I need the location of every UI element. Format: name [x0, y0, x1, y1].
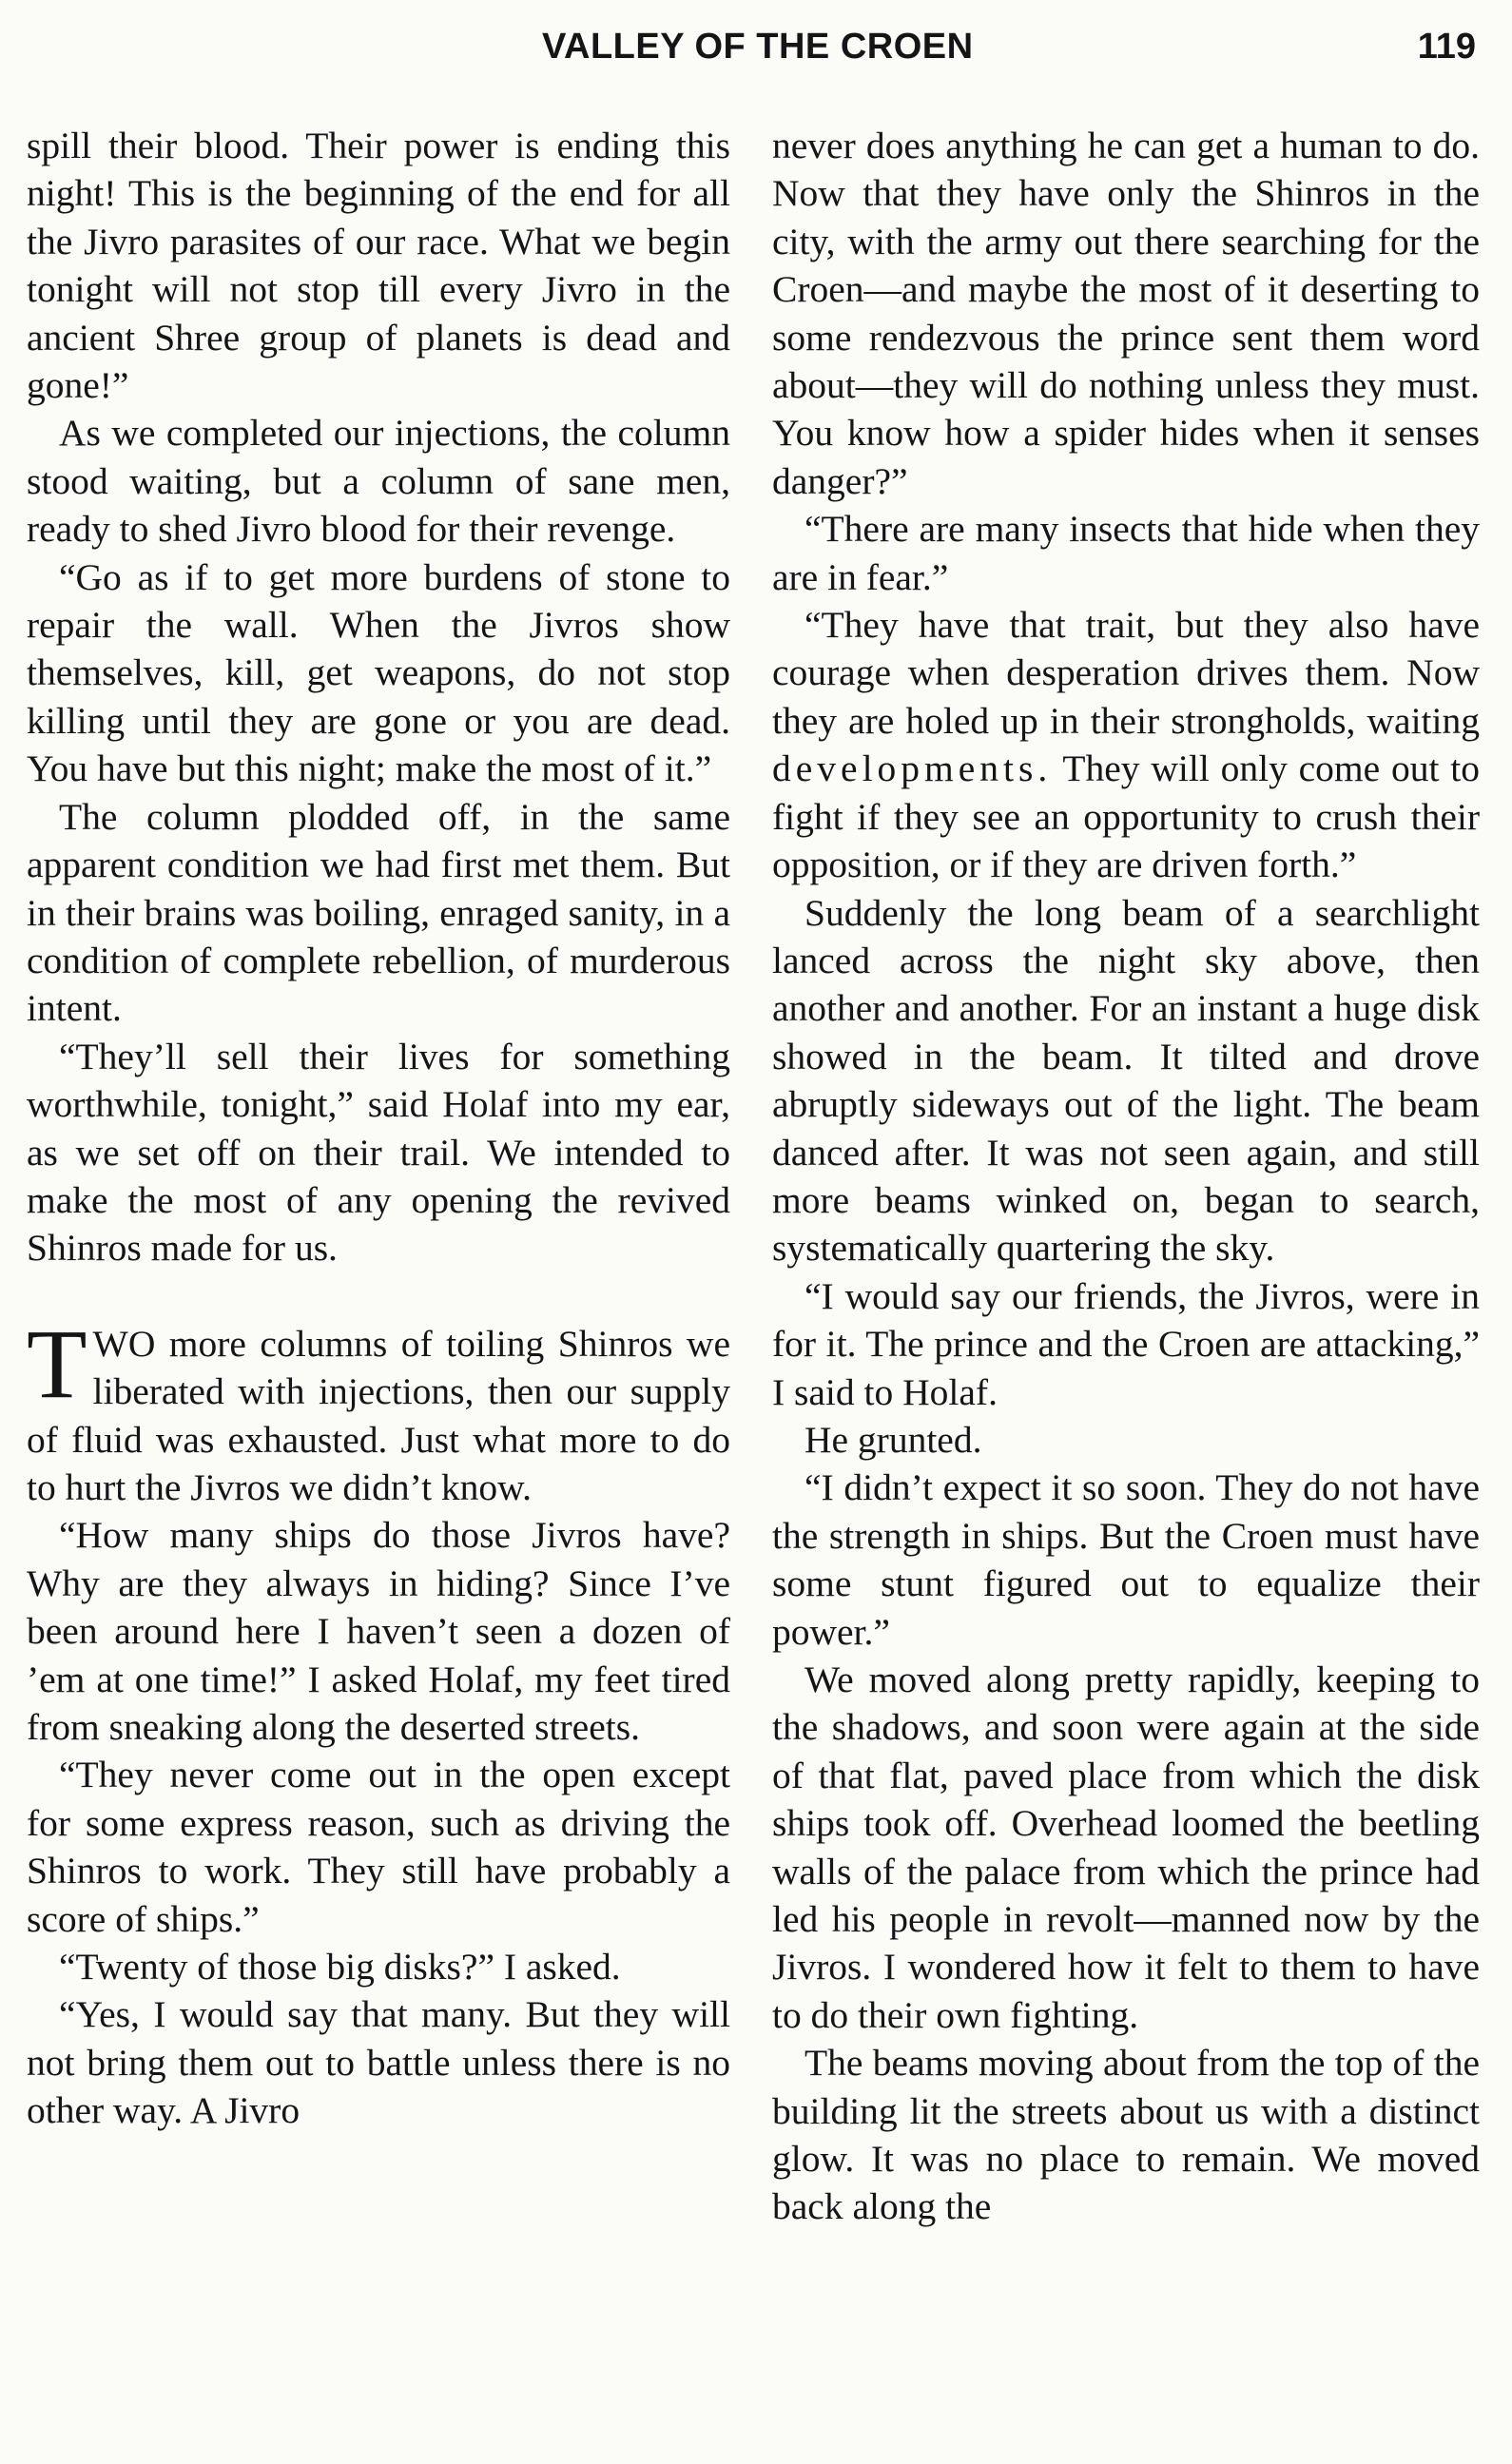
paragraph: Suddenly the long beam of a searchlight lanced across the night sky above, then another and another. For an instant a huge disk showed in the beam. It tilted and drove abruptly sideways out of the light. The beam danced after. It was not seen again, and still more beams winked on, began to search, systematically quartering the sky.	[772, 891, 1480, 1270]
paragraph: “There are many insects that hide when they are in fear.”	[772, 508, 1480, 598]
paragraph: As we completed our injections, the column stood waiting, but a column of sane men, ready to shed Jivro blood for their revenge.	[27, 412, 730, 551]
paragraph: The beams moving about from the top of the building lit the streets about us with a distinct glow. It was no place to remain. We moved back along the	[772, 2042, 1480, 2228]
paragraph: spill their blood. Their power is ending this night! This is the beginning of the end for all the Jivro parasites of our race. What we begin tonight will not stop till every Jivro in the ancient Shree group of planets is dead and gone!”	[27, 125, 730, 407]
drop-cap: T	[27, 1309, 87, 1419]
paragraph: “Twenty of those big disks?” I asked.	[59, 1946, 621, 1989]
paragraph: “How many ships do those Jivros have? Why are they always in hiding? Since I’ve been around here I haven’t seen a dozen of ’em at one time!” I asked Holaf, my feet tired from sneaking along the deserted streets.	[27, 1514, 730, 1748]
paragraph: “I didn’t expect it so soon. They do not have the strength in ships. But the Croen must have some stunt figured out to equalize their power.”	[772, 1466, 1480, 1653]
paragraph: “They’ll sell their lives for something worthwhile, tonight,” said Holaf into my ear, as we set off on their trail. We intended to make the most of any opening the revived Shinros made for us.	[27, 1035, 730, 1270]
section-start-paragraph	[27, 1309, 730, 1512]
left-column	[27, 122, 730, 2135]
paragraph: “I would say our friends, the Jivros, were in for it. The prince and the Croen are attacking,” I said to Holaf.	[772, 1274, 1480, 1413]
paragraph	[772, 601, 1480, 888]
paragraph-text: They will only come out to fight if they see an opportunity to crush their opposition, or if they are driven forth.”	[772, 747, 1480, 886]
paragraph: We moved along pretty rapidly, keeping to the shadows, and soon were again at the side of that flat, paved place from which the disk ships took off. Overhead loomed the beetling walls of the palace from which the prince had led his people in revolt—manned now by the Jivros. I wondered how it felt to them to have to do their own fighting.	[772, 1659, 1480, 2036]
paragraph: “They never come out in the open except for some express reason, such as driving the Shinros to work. They still have probably a score of ships.”	[27, 1754, 730, 1940]
paragraph: “Yes, I would say that many. But they will not bring them out to battle unless there is no other way. A Jivro	[27, 1993, 730, 2132]
letterspaced-word: developments.	[772, 747, 1053, 790]
page-header	[0, 27, 1512, 84]
paragraph: “Go as if to get more burdens of stone to repair the wall. When the Jivros show themselves, kill, get weapons, do not stop killing until they are gone or you are dead. You have but this night; make the most of it.”	[27, 555, 730, 790]
right-column	[772, 122, 1480, 2231]
paragraph: He grunted.	[804, 1418, 982, 1461]
paragraph-text: “They have that trait, but they also have courage when desperation drives them. Now they are holed up in their strongholds, waiting	[772, 604, 1480, 742]
running-title: VALLEY OF THE CROEN	[542, 27, 974, 67]
paragraph: The column plodded off, in the same apparent condition we had first met them. But in their brains was boiling, enraged sanity, in a condition of complete rebellion, of murderous intent.	[27, 795, 730, 1030]
paragraph-text: WO more columns of toiling Shinros we liberated with injections, then our supply of fluid was exhausted. Just what more to do to hurt the Jivros we didn’t know.	[27, 1322, 730, 1508]
paragraph: never does anything he can get a human to do. Now that they have only the Shinros in the city, with the army out there searching for the Croen—and maybe the most of it deserting to some rendezvous the prince sent them word about—they will do nothing unless they must. You know how a spider hides when it senses danger?”	[772, 125, 1480, 502]
page-number: 119	[1417, 27, 1476, 67]
